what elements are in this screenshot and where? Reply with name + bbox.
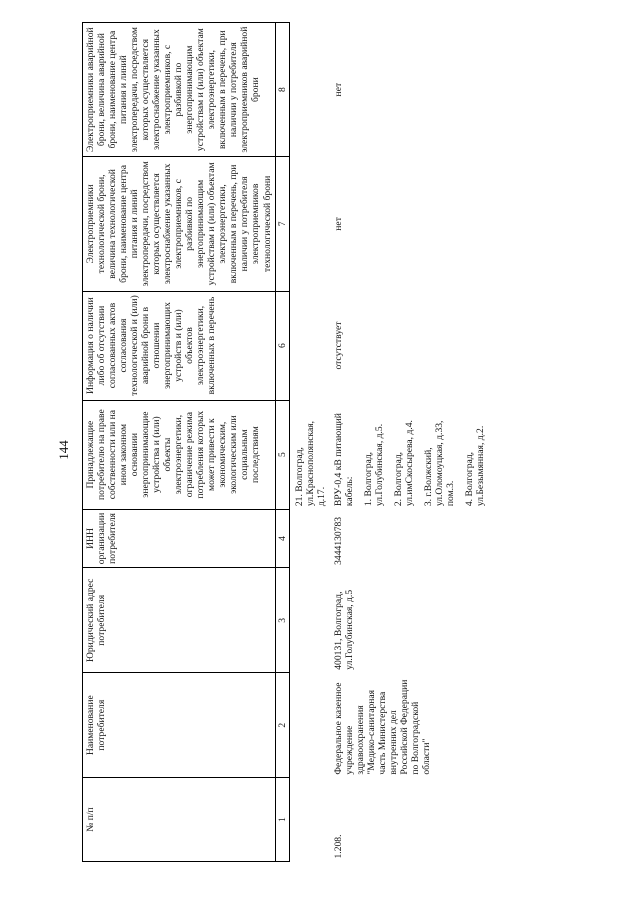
header-address: Юридический адрес потребителя [83, 568, 276, 673]
device-item: 1. Волгоград, ул.Голубинская, д.5. [362, 423, 385, 507]
rotated-table-wrapper [82, 22, 612, 862]
col-number: 6 [275, 291, 289, 400]
col-number: 3 [275, 568, 289, 673]
row-inn: 3444130783 [332, 516, 344, 565]
col-number: 8 [275, 23, 289, 157]
col-number: 7 [275, 157, 289, 291]
col-number: 5 [275, 400, 289, 509]
row-num: 1.208. [332, 834, 344, 859]
table-row [329, 23, 488, 862]
continuation-device: 21. Волгоград, ул.Краснополянская, д.17. [293, 420, 327, 507]
row-devices [329, 400, 488, 509]
device-item: 3. г.Волжский, ул.Оломоуцкая, д.33, пом.3. [422, 420, 456, 507]
header-name: Наименование потребителя [83, 673, 276, 778]
col-number: 4 [275, 509, 289, 568]
device-item: 4. Волгоград, ул.Безымянная, д.2. [463, 425, 486, 507]
row-name: Федеральное казенное учреждение здравоохранения "Медико-санитарная часть Министерства внутренних дел Российской Федерации по Волгоградской области" [332, 679, 432, 775]
row-address: 400131, Волгоград, ул.Голубинская, д.5 [332, 589, 355, 670]
col-number: 2 [275, 673, 289, 778]
column-number-row [275, 23, 289, 862]
device-item: 2. Волгоград, ул.имСкосырева, д.4. [392, 420, 415, 507]
page-number: 144 [56, 440, 71, 460]
header-acts: Информация о наличии либо об отсутствии согласованных актов согласования технологической и (или) аварийной брони в отношении энергопринимающих устройств и (или) объектов электроэнергетики, включенных в перечень [83, 291, 276, 400]
header-num: № п/п [83, 778, 276, 862]
row-emergency-reserve: нет [332, 82, 344, 97]
continuation-row [289, 23, 329, 862]
col-number: 1 [275, 778, 289, 862]
row-tech-reserve: нет [332, 217, 344, 231]
header-row [83, 23, 276, 862]
header-devices: Принадлежащие потребителю на праве собственности или на ином законном основании энергопринимающие устройства и (или) объекты электроэнергетики, ограничение режима потребления которых может привести к экономическим, экологическим или социальным последствиям [83, 400, 276, 509]
devices-intro: ВРУ-0,4 кВ питающий кабель: [332, 413, 355, 507]
header-inn: ИНН организации потребителя [83, 509, 276, 568]
header-emergency-reserve: Электроприемники аварийной брони, величина аварийной брони, наименование центра питания и линий электропередачи, посредством которых осуществляется электроснабжение указанных электроприемников, с разбивкой по энергопринимающим устройствам и (или) объектам электроэнергетики, включенным в перечень, при наличии у потребителя электроприемников аварийной брони [83, 23, 276, 157]
row-acts: отсутствует [332, 321, 344, 370]
header-tech-reserve: Электроприемники технологической брони, величина технологической брони, наименование центра питания и линий электропередачи, посредством которых осуществляется электроснабжение указанных электроприемников, с разбивкой по энергопринимающим устройствам и (или) объектам электроэнергетики, включенным в перечень, при наличии у потребителя электроприемников технологической брони [83, 157, 276, 291]
consumers-table [82, 22, 488, 862]
